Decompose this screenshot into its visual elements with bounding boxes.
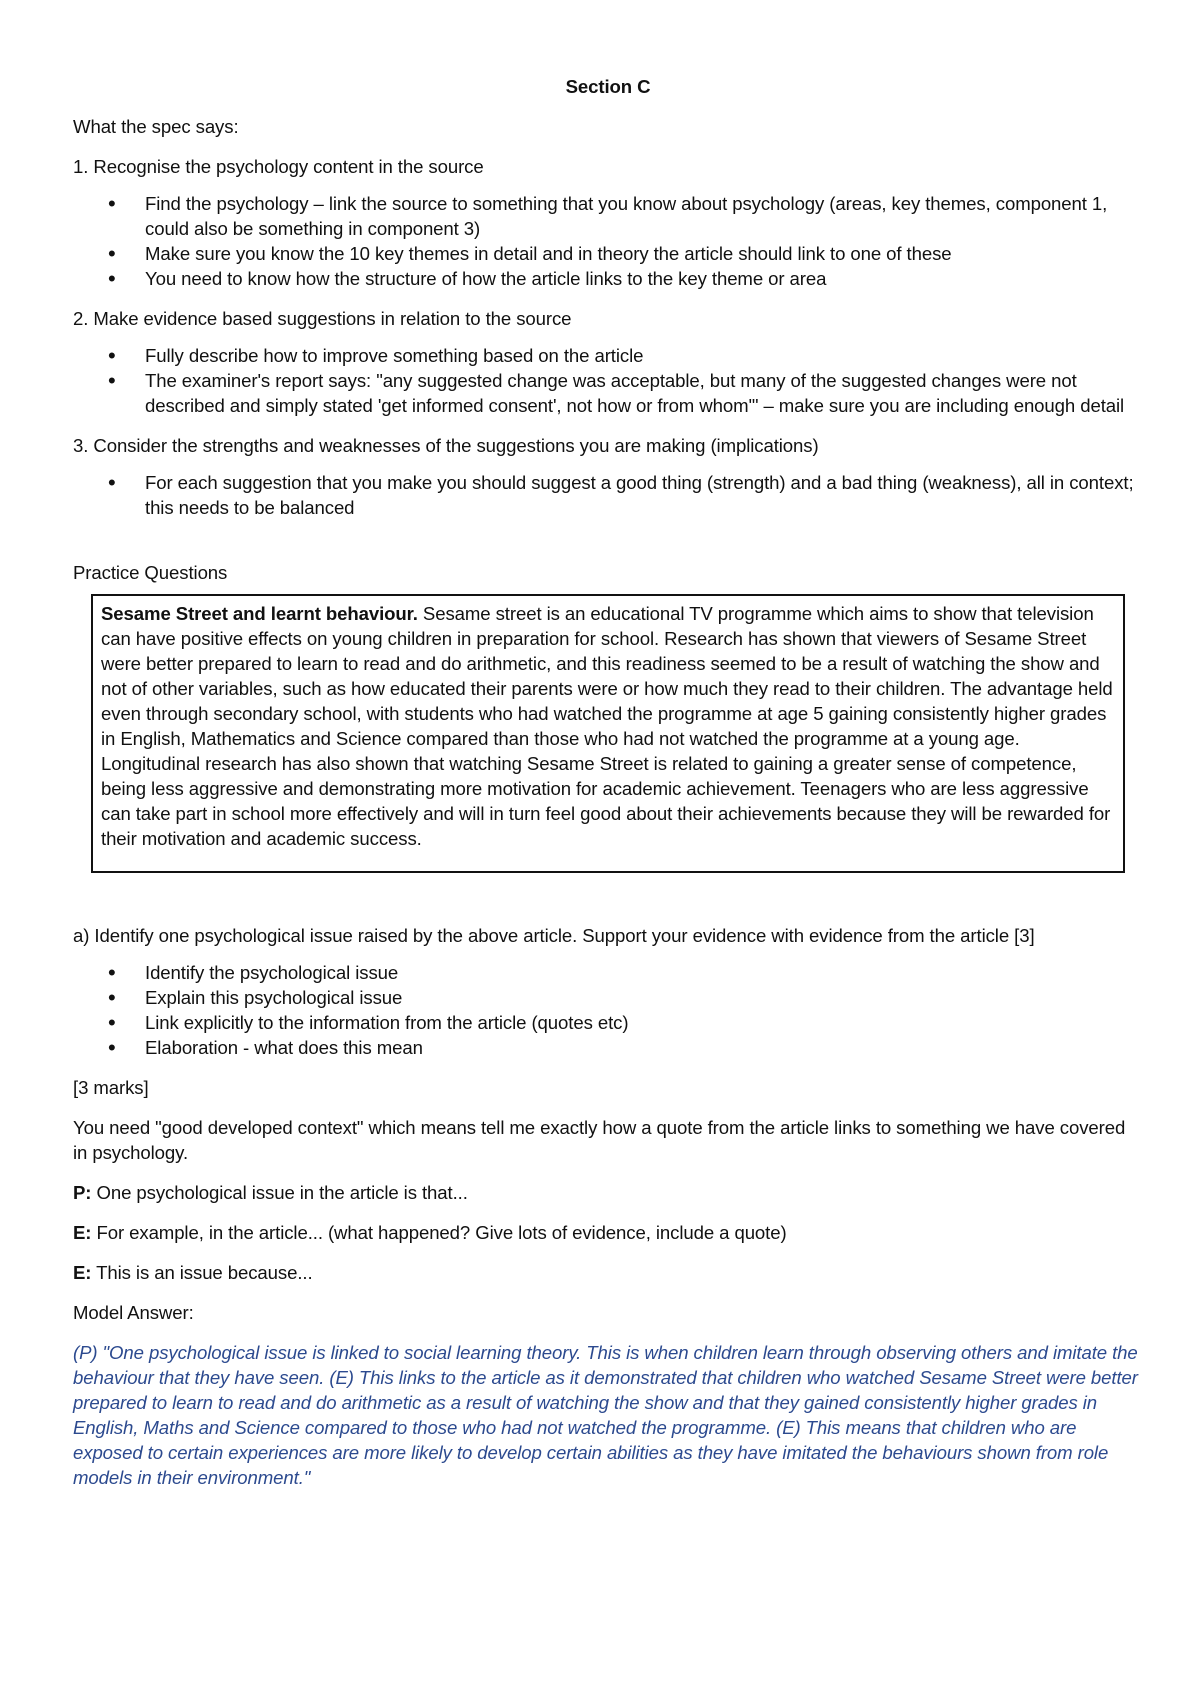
model-answer: (P) "One psychological issue is linked to social learning theory. This is when children learn through observing others and imitate the behaviour that they have seen. (E) This links to the article as it demonstrated that children who watched Sesame Street were better prepared to learn to read and do arithmetic as a result of watching the show and that they gained consistently higher grades in English, Maths and Science compared to those who had not watched the programme. (E) This means that children who are exposed to certain experiences are more likely to develop certain abilities as they have imitated the behaviours shown from role models in their environment."	[73, 1342, 1138, 1488]
pee-label: P:	[73, 1182, 92, 1203]
spec-list-1	[73, 191, 1143, 291]
model-answer-label: Model Answer:	[73, 1302, 194, 1323]
pee-explanation	[73, 1260, 1143, 1285]
pee-evidence	[73, 1220, 1143, 1245]
list-item: • For each suggestion that you make you should suggest a good thing (strength) and a bad thing (weakness), all in context; this needs to be balanced	[145, 470, 1143, 520]
list-item: • Explain this psychological issue	[145, 985, 1143, 1010]
question-a-criteria-list	[73, 960, 1143, 1060]
practice-questions-label: Practice Questions	[73, 562, 228, 583]
list-item: • Make sure you know the 10 key themes in detail and in theory the article should link to one of these	[145, 241, 1143, 266]
spec-list-2	[73, 343, 1143, 418]
pee-text: This is an issue because...	[91, 1262, 313, 1283]
pee-label: E:	[73, 1222, 92, 1243]
spec-heading-3: 3. Consider the strengths and weaknesses of the suggestions you are making (implications)	[73, 435, 819, 456]
list-item: • You need to know how the structure of how the article links to the key theme or area	[145, 266, 1143, 291]
context-note: You need "good developed context" which means tell me exactly how a quote from the article links to something we have covered in psychology.	[73, 1117, 1126, 1163]
spec-list-3	[73, 470, 1143, 520]
spacer	[73, 535, 1143, 560]
list-item: • Fully describe how to improve something based on the article	[145, 343, 1143, 368]
pee-text: For example, in the article... (what happened? Give lots of evidence, include a quote)	[91, 1222, 787, 1243]
list-item: • Link explicitly to the information from the article (quotes etc)	[145, 1010, 1143, 1035]
list-item: • Identify the psychological issue	[145, 960, 1143, 985]
pee-point	[73, 1180, 1143, 1205]
section-title: Section C	[565, 76, 651, 97]
pee-label: E:	[73, 1262, 92, 1283]
marks-label: [3 marks]	[73, 1077, 149, 1098]
spec-heading-2: 2. Make evidence based suggestions in relation to the source	[73, 308, 572, 329]
spec-heading-1: 1. Recognise the psychology content in the source	[73, 156, 484, 177]
list-item: • Find the psychology – link the source to something that you know about psychology (areas, key themes, component 1, could also be something in component 3)	[145, 191, 1143, 241]
pee-text: One psychological issue in the article is that...	[91, 1182, 468, 1203]
list-item: • Elaboration - what does this mean	[145, 1035, 1143, 1060]
spacer	[73, 873, 1143, 923]
source-body: Sesame street is an educational TV programme which aims to show that television can have positive effects on young children in preparation for school. Research has shown that viewers of Sesame Street were better prepared to learn to read and do arithmetic, and this readiness seemed to be a result of watching the show and not of other variables, such as how educated their parents were or how much they read to their children. The advantage held even through secondary school, with students who had watched the programme at age 5 gaining consistently higher grades in English, Mathematics and Science compared than those who had not watched the programme at a young age. Longitudinal research has also shown that watching Sesame Street is related to gaining a greater sense of competence, being less aggressive and demonstrating more motivation for academic achievement. Teenagers who are less aggressive can take part in school more effectively and will in turn feel good about their achievements because they will be rewarded for their motivation and academic success.	[101, 603, 1113, 849]
question-a-prompt: a) Identify one psychological issue raised by the above article. Support your evidence with evidence from the article [3]	[73, 925, 1035, 946]
list-item: • The examiner's report says: "any suggested change was acceptable, but many of the suggested changes were not described and simply stated 'get informed consent', not how or from whom'" – make sure you are including enough detail	[145, 368, 1143, 418]
document-page	[73, 74, 1143, 1505]
source-title: Sesame Street and learnt behaviour.	[101, 603, 418, 624]
source-article-box	[91, 594, 1125, 873]
spec-intro: What the spec says:	[73, 116, 239, 137]
